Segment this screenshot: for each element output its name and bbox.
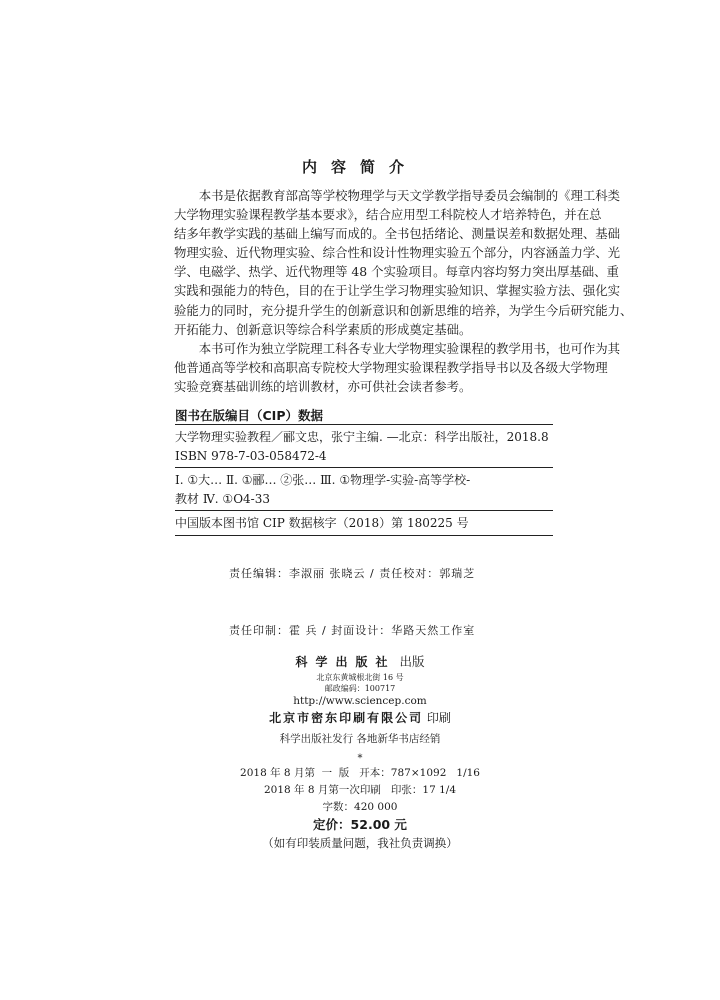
summary-line: 他普通高等学校和高职高专院校大学物理实验课程教学指导书以及各级大学物理: [174, 359, 608, 375]
summary-text: [174, 186, 633, 396]
summary-line: 实验竞赛基础训练的培训教材，亦可供社会读者参考。: [174, 378, 472, 394]
cip-header: 图书在版编目（CIP）数据: [175, 408, 323, 423]
publisher-url: http://www.sciencep.com: [293, 695, 427, 707]
summary-line: 本书是依据教育部高等学校物理学与天文学教学指导委员会编制的《理工科类: [198, 188, 621, 203]
summary-line: 物理实验、近代物理实验、综合性和设计性物理实验五个部分，内容涵盖力学、光: [174, 245, 621, 261]
publisher-line: [0, 652, 720, 672]
separator-star: *: [357, 753, 363, 764]
publisher-suffix: 出版: [399, 654, 425, 669]
printer-suffix: 印刷: [426, 711, 451, 725]
cip-classification-block: [175, 467, 553, 510]
printer-line: [0, 709, 720, 727]
return-note: （如有印装质量问题，我社负责调换）: [262, 836, 458, 850]
summary-line: 本书可作为独立学院理工科各专业大学物理实验课程的教学用书，也可作为其: [198, 340, 621, 356]
summary-paragraph-1: [174, 186, 633, 339]
summary-line: 大学物理实验课程教学基本要求》，结合应用型工科院校人才培养特色，并在总: [174, 207, 602, 223]
summary-line: 实践和强能力的特色，目的在于让学生学习物理实验知识、掌握实验方法、强化实: [174, 283, 621, 299]
credits-line-1: 责任编辑：李淑丽 张晓云 / 责任校对：郭瑞芝: [229, 567, 476, 580]
printer-name: 北京市密东印刷有限公司: [269, 711, 424, 725]
print-line: 2018 年 8 月第一次印刷 印张：17 1/4: [263, 784, 457, 796]
cip-book-line: 大学物理实验教程／郦文忠，张宁主编. —北京：科学出版社，2018.8: [175, 430, 549, 444]
cip-class-line: Ⅰ. ①大… Ⅱ. ①郦… ②张… Ⅲ. ①物理学-实验-高等学校-: [175, 473, 471, 487]
publisher-address: 北京东黄城根北街 16 号: [316, 673, 404, 682]
summary-line: 结多年教学实践的基础上编写而成的。全书包括绪论、测量误差和数据处理、基础: [174, 226, 621, 242]
summary-paragraph-2: [174, 339, 621, 396]
publisher-name: 科学出版社: [295, 655, 396, 669]
summary-line: 开拓能力、创新意识等综合科学素质的形成奠定基础。: [174, 321, 472, 337]
edition-line: 2018 年 8 月第 一 版 开本：787×1092 1/16: [240, 767, 480, 779]
cip-data-box: [175, 424, 553, 536]
distribution-line: 科学出版社发行 各地新华书店经销: [279, 733, 441, 745]
cip-class-line: 教材 Ⅳ. ①O4-33: [175, 491, 270, 506]
summary-title: 内容简介: [301, 158, 418, 176]
publication-info: [0, 652, 720, 852]
publisher-postcode: 邮政编码：100717: [324, 684, 396, 693]
cip-number: 中国版本图书馆 CIP 数据核字（2018）第 180225 号: [175, 516, 469, 530]
cip-isbn: ISBN 978-7-03-058472-4: [175, 448, 327, 463]
credits-line-2: 责任印制：霍 兵 / 封面设计：华路天然工作室: [229, 624, 476, 637]
word-count: 字数：420 000: [322, 801, 398, 813]
summary-line: 验能力的同时，充分提升学生的创新意识和创新思维的培养，为学生今后研究能力、: [174, 302, 633, 318]
price: 定价：52.00 元: [313, 817, 407, 832]
summary-line: 学、电磁学、热学、近代物理等 48 个实验项目。每章内容均努力突出厚基础、重: [174, 264, 619, 280]
cip-bibliographic-block: [175, 425, 553, 467]
